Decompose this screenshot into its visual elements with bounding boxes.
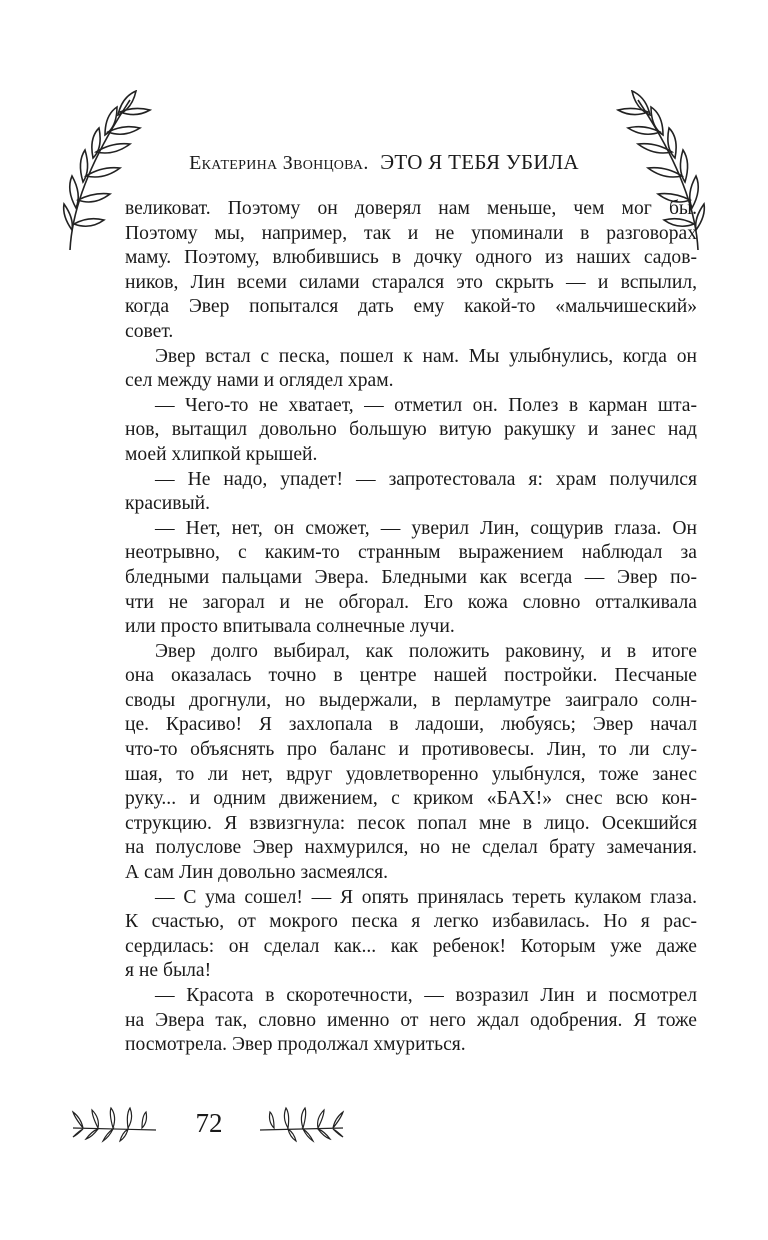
header-book-title: ЭТО Я ТЕБЯ УБИЛА (380, 150, 579, 174)
paragraph (125, 394, 697, 468)
text-line: — С ума сошел! — Я опять принялась тереть кулаком глаза. (155, 886, 697, 908)
paragraph (125, 640, 697, 886)
text-line: Эвер встал с песка, пошел к нам. Мы улыбнулись, когда он (155, 345, 697, 367)
text-line: ников, Лин всеми силами старался это скрыть — и вспылил, (125, 271, 697, 293)
text-line: А сам Лин довольно засмеялся. (125, 862, 389, 884)
paragraph (125, 517, 697, 640)
text-line: чти не загорал и не обгорал. Его кожа словно отталкивала (125, 591, 697, 613)
page-number: 72 (195, 1108, 223, 1138)
text-line: когда Эвер попытался дать ему какой-то «мальчишеский» (125, 296, 697, 318)
text-line: я не была! (125, 960, 212, 982)
text-line: что-то объяснять про баланс и противовесы. Лин, то ли слу- (125, 739, 697, 761)
text-line: она оказалась точно в центре нашей постройки. Песчаные (125, 665, 697, 687)
text-line: Поэтому мы, например, так и не упоминали в разговорах (125, 222, 697, 244)
text-line: — Нет, нет, он сможет, — уверил Лин, сощурив глаза. Он (155, 517, 697, 539)
paragraph (125, 345, 697, 394)
running-header (0, 150, 768, 175)
text-line: маму. Поэтому, влюбившись в дочку одного из наших садов- (125, 247, 697, 269)
text-line: на полуслове Эвер нахмурился, но не сделал брату замечания. (125, 837, 697, 859)
text-line: моей хлипкой крышей. (125, 443, 318, 465)
text-line: бледными пальцами Эвера. Бледными как всегда — Эвер по- (125, 566, 697, 588)
text-line: или просто впитывала солнечные лучи. (125, 616, 455, 638)
page-body-text (125, 197, 697, 1058)
paragraph (125, 197, 697, 345)
text-line: нов, вытащил довольно большую витую ракушку и занес над (125, 419, 697, 441)
paragraph (125, 886, 697, 984)
text-line: це. Красиво! Я захлопала в ладоши, любуясь; Эвер начал (125, 714, 697, 736)
text-line: красивый. (125, 493, 210, 515)
header-author: Екатерина Звонцова. (189, 152, 369, 174)
text-line: струкцию. Я взвизгнула: песок попал мне в лицо. Осекшийся (125, 812, 697, 834)
text-line: шая, то ли нет, вдруг удовлетворенно улыбнулся, тоже занес (125, 763, 697, 785)
text-line: сел между нами и оглядел храм. (125, 370, 394, 392)
text-line: К счастью, от мокрого песка я легко избавилась. Но я рас- (125, 911, 697, 933)
text-line: посмотрела. Эвер продолжал хмуриться. (125, 1034, 466, 1056)
text-line: — Чего-то не хватает, — отметил он. Полез в карман шта- (155, 394, 697, 416)
text-line: на Эвера так, словно именно от него ждал одобрения. Я тоже (125, 1009, 697, 1031)
text-line: — Красота в скоротечности, — возразил Лин и посмотрел (155, 985, 697, 1006)
paragraph (125, 468, 697, 517)
text-line: руку... и одним движением, с криком «БАХ!» снес всю кон- (125, 788, 697, 810)
paragraph (125, 984, 697, 1058)
text-line: великоват. Поэтому он доверял нам меньше, чем мог бы. (125, 198, 697, 219)
text-line: совет. (125, 320, 174, 342)
text-line: сердилась: он сделал как... как ребенок! Которым уже даже (125, 935, 697, 957)
text-line: — Не надо, упадет! — запротестовала я: храм получился (155, 468, 697, 490)
laurel-footer-right-ornament (258, 1100, 348, 1145)
text-line: неотрывно, с каким-то странным выражением наблюдал за (125, 542, 697, 564)
text-line: Эвер долго выбирал, как положить раковину, и в итоге (155, 640, 697, 662)
text-line: своды дрогнули, но выдержали, в перламутре заиграло солн- (125, 689, 697, 711)
